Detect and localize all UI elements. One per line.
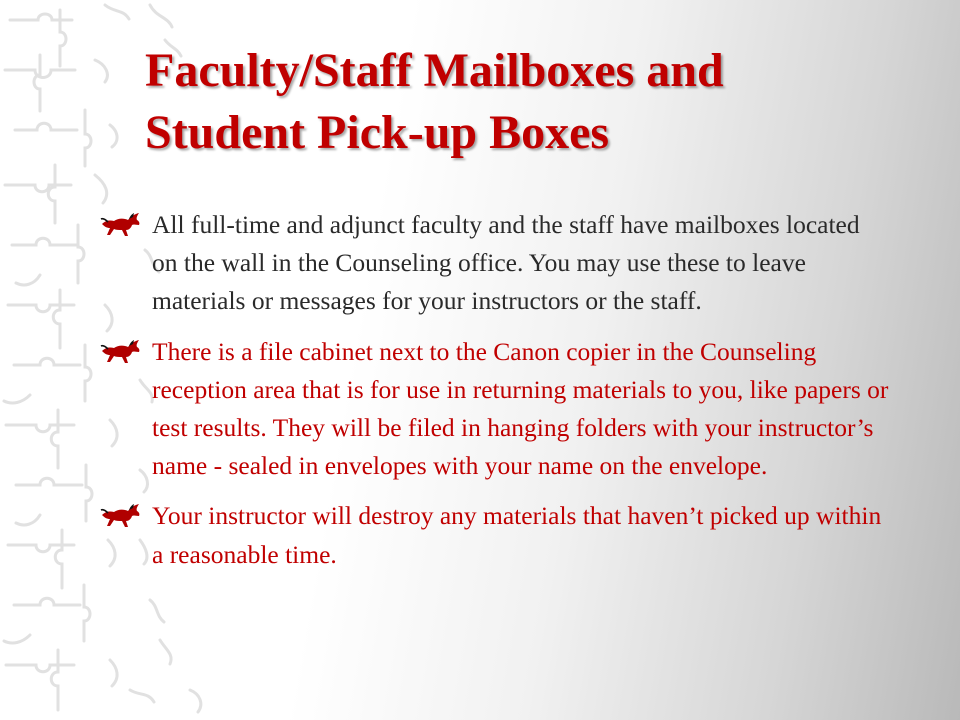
slide-title-line-2: Student Pick-up Boxes [145,106,610,159]
slide-title [145,40,925,164]
bullet-text: All full-time and adjunct faculty and the staff have mailboxes located on the wall in the Counseling office. You may use these to leave materials or messages for your instructors or the staff. [152,210,860,316]
bullet-text: Your instructor will destroy any materials that haven’t picked up within a reasonable time. [152,501,882,569]
slide-title-line-1: Faculty/Staff Mailboxes and [145,44,724,97]
bullet-list [100,206,890,586]
bullet-item-file-cabinet [100,333,890,486]
bullet-text: There is a file cabinet next to the Canon copier in the Counseling reception area that is for use in returning materials to you, like papers or test results. They will be filed in hanging folders with your instructor’s name - sealed in envelopes with your name on the envelope. [152,336,889,481]
mustang-icon [100,499,142,529]
bullet-item-destroy-materials [100,497,890,573]
mustang-icon [100,335,142,365]
bullet-item-faculty-mailboxes [100,206,890,321]
mustang-icon [100,208,142,238]
